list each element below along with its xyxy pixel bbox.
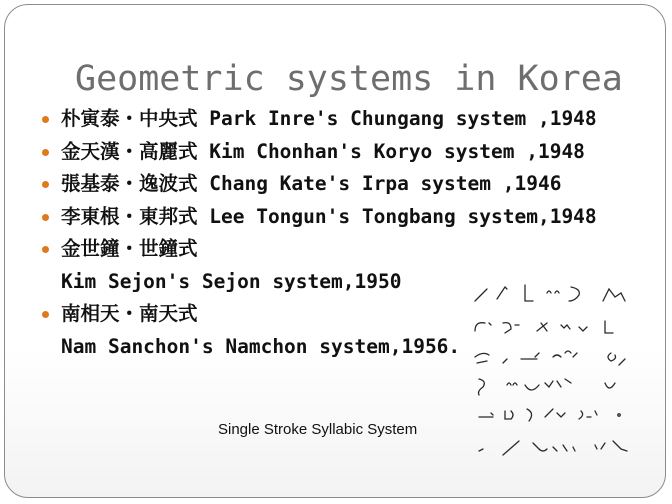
bullet-text: 朴寅泰・中央式 Park Inre's Chungang system ,1948	[61, 107, 597, 130]
bullet-dot-icon	[42, 214, 49, 221]
bullet-item	[5, 168, 597, 201]
shorthand-symbols-image	[463, 275, 643, 465]
bullet-dot-icon	[42, 246, 49, 253]
bullet-dot-icon	[42, 311, 49, 318]
shorthand-row	[479, 441, 627, 455]
bullet-item	[5, 103, 597, 136]
shorthand-row	[479, 409, 620, 421]
shorthand-row	[475, 321, 613, 333]
slide-title: Geometric systems in Korea	[75, 59, 623, 99]
bullet-text: Nam Sanchon's Namchon system,1956.	[61, 334, 461, 358]
bullet-text: Kim Sejon's Sejon system,1950	[61, 269, 402, 293]
slide	[4, 4, 666, 498]
shorthand-row	[475, 351, 625, 365]
bullet-text: 李東根・東邦式 Lee Tongun's Tongbang system,1948	[61, 204, 597, 228]
bullet-dot-icon	[42, 149, 49, 156]
bullet-text: 金世鐘・世鐘式	[61, 237, 198, 260]
bullet-text: 金天漢・高麗式 Kim Chonhan's Koryo system ,1948	[61, 139, 585, 163]
bullet-item	[5, 136, 597, 169]
figure-caption: Single Stroke Syllabic System	[218, 421, 418, 438]
shorthand-row	[475, 285, 625, 301]
bullet-text: 南相天・南天式	[61, 302, 198, 325]
bullet-dot-icon	[42, 116, 49, 123]
bullet-text: 張基泰・逸波式 Chang Kate's Irpa system ,1946	[61, 172, 562, 195]
shorthand-row	[479, 379, 616, 395]
bullet-item	[5, 233, 597, 266]
bullet-dot-icon	[42, 181, 49, 188]
bullet-item	[5, 201, 597, 234]
